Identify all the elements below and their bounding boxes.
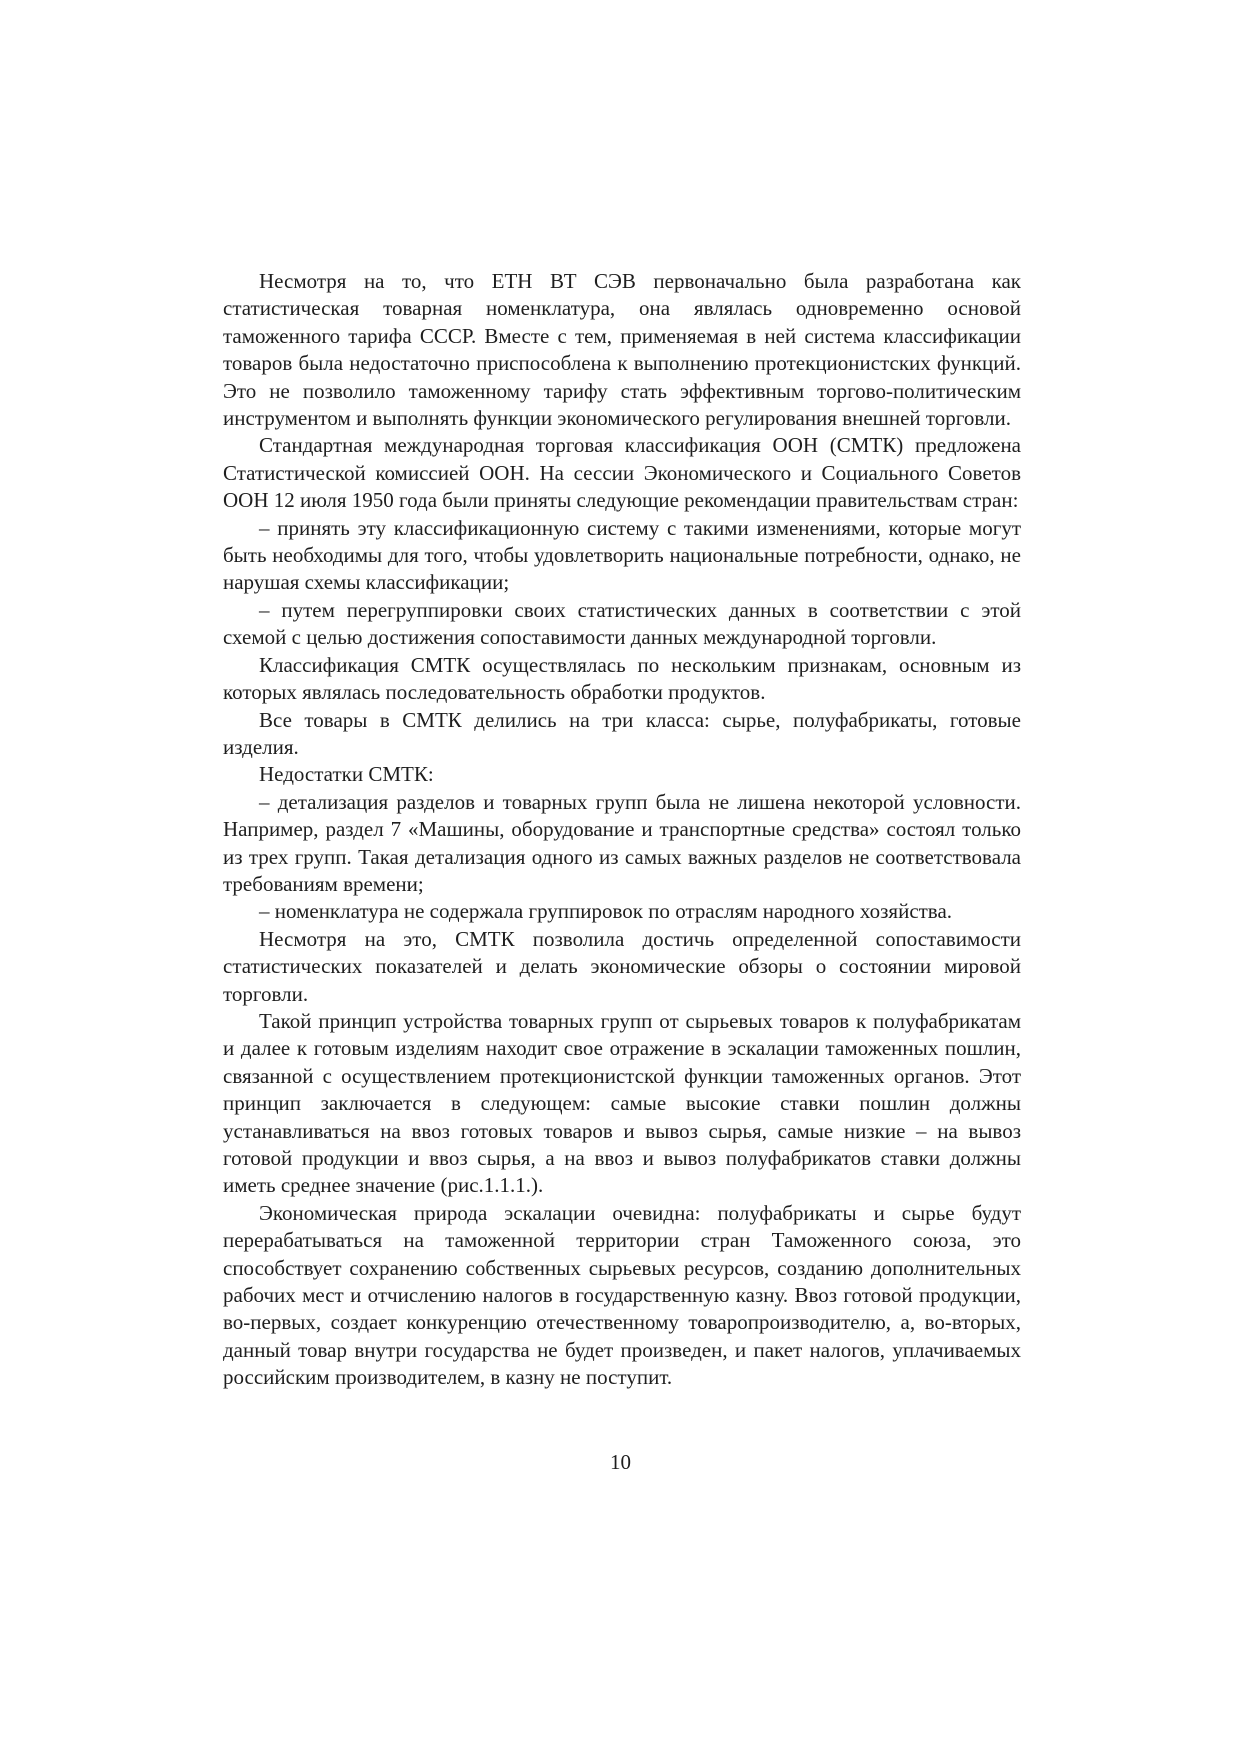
page-body [223,268,1021,1392]
list-item: – номенклатура не содержала группировок по отраслям народного хозяйства. [259,899,953,924]
list-item: – детализация разделов и товарных групп была не лишена некоторой условности. Например, раздел 7 «Машины, оборудование и транспортные средства» состоял только из трех групп. Такая детализация одного из самых важных разделов не соответствовала требованиям времени; [223,789,1021,896]
paragraph: Несмотря на это, СМТК позволила достичь определенной сопоставимости статистических показателей и делать экономические обзоры о состоянии мировой торговли. [223,926,1021,1006]
paragraph: Недостатки СМТК: [259,762,434,787]
paragraph: Классификация СМТК осуществлялась по нескольким признакам, основным из которых являлась последовательность обработки продуктов. [223,652,1021,705]
list-item: – путем перегруппировки своих статистических данных в соответствии с этой схемой с целью достижения сопоставимости данных международной торговли. [223,597,1021,650]
list-item: – принять эту классификационную систему с такими изменениями, которые могут быть необходимы для того, чтобы удовлетворить национальные потребности, однако, не нарушая схемы классификации; [223,515,1021,595]
page-number: 10 [610,1450,631,1474]
paragraph: Такой принцип устройства товарных групп от сырьевых товаров к полуфабрикатам и далее к готовым изделиям находит свое отражение в эскалации таможенных пошлин, связанной с осуществлением протекционистской функции таможенных органов. Этот принцип заключается в следующем: самые высокие ставки пошлин должны устанавливаться на ввоз готовых товаров и вывоз сырья, самые низкие – на вывоз готовой продукции и ввоз сырья, а на ввоз и вывоз полуфабрикатов ставки должны иметь среднее значение (рис.1.1.1.). [223,1008,1021,1198]
paragraph: Экономическая природа эскалации очевидна: полуфабрикаты и сырье будут перерабатываться на таможенной территории стран Таможенного союза, это способствует сохранению собственных сырьевых ресурсов, созданию дополнительных рабочих мест и отчислению налогов в государственную казну. Ввоз готовой продукции, во-первых, создает конкуренцию отечественному товаропроизводителю, а, во-вторых, данный товар внутри государства не будет произведен, и пакет налогов, уплачиваемых российским производителем, в казну не поступит. [223,1200,1021,1390]
paragraph: Несмотря на то, что ЕТН ВТ СЭВ первоначально была разработана как статистическая товарная номенклатура, она являлась одновременно основой таможенного тарифа СССР. Вместе с тем, применяемая в ней система классификации товаров была недостаточно приспособлена к выполнению протекционистских функций. Это не позволило таможенному тарифу стать эффективным торгово-политическим инструментом и выполнять функции экономического регулирования внешней торговли. [223,269,1021,431]
paragraph: Все товары в СМТК делились на три класса: сырье, полуфабрикаты, готовые изделия. [223,707,1021,759]
paragraph: Стандартная международная торговая классификация ООН (СМТК) предложена Статистической комиссией ООН. На сессии Экономического и Социального Советов ООН 12 июля 1950 года были приняты следующие рекомендации правительствам стран: [223,433,1021,513]
